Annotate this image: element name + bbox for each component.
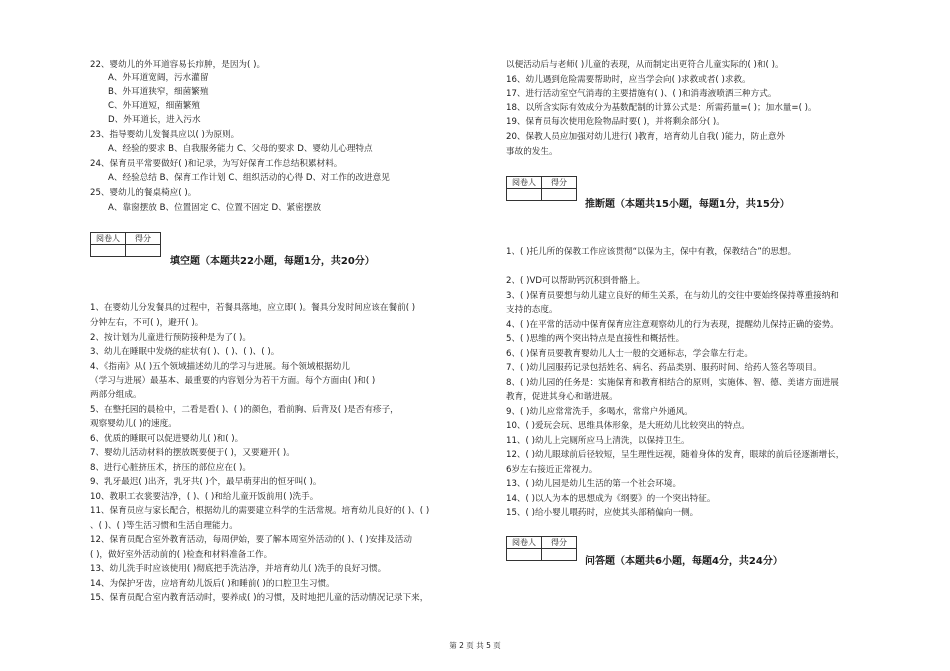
judgment-line: 4、( )在平常的活动中保育保育应注意观察幼儿的行为表现，提醒幼儿保持正确的姿势。 [506, 320, 839, 330]
judgment-line: 8、( )幼儿园的任务是：实施保育和教育相结合的原则，实施体、智、德、美诸方面进展 [506, 378, 839, 388]
fill-line: 2、按计划为儿童进行预防接种是为了( )。 [90, 333, 251, 343]
reviewer-cell [507, 549, 542, 561]
score-label: 得分 [542, 537, 577, 549]
fill-line: 3、幼儿在睡眠中发烧的症状有( )、( )、( )、( )。 [90, 347, 280, 357]
fill-line: （学习与进展）最基本、最重要的内容划分为若干方面。每个方面由( )和( ) [90, 376, 376, 386]
score-cell [542, 189, 577, 201]
reviewer-label: 阅卷人 [507, 537, 542, 549]
judgment-line: 10、( )爱玩会玩、思维具体形象，是大班幼儿比较突出的特点。 [506, 421, 750, 431]
fill-line: 分钟左右，不可( )，避开( )。 [90, 318, 204, 328]
score-label: 得分 [126, 233, 161, 245]
fill-line: 两部分组成。 [90, 390, 142, 400]
fill-line: ( )，做好室外活动前的( )检查和材料准备工作。 [90, 550, 273, 560]
fill-line: 9、乳牙最迟( )出齐，乳牙共( )个，最早萌芽出的恒牙叫( )。 [90, 477, 322, 487]
score-box [506, 536, 577, 561]
score-box [90, 232, 161, 257]
page-footer: 第 2 页 共 5 页 [449, 641, 501, 650]
judgment-line: 9、( )幼儿应常常洗手，多喝水，常常户外通风。 [506, 407, 693, 417]
judgment-line: 6、( )保育员要教育婴幼儿人士一般的交通标志，学会靠左行走。 [506, 349, 753, 359]
fill-line: 14、为保护牙齿，应培育幼儿饭后( )和睡前( )的口腔卫生习惯。 [90, 579, 335, 589]
judgment-section-title: 推断题（本题共15小题，每题1分，共15分） [585, 199, 790, 210]
score-cell [542, 549, 577, 561]
score-box [506, 176, 577, 201]
fill-line: 事故的发生。 [506, 147, 558, 157]
judgment-line: 13、( )幼儿园是幼儿生活的第一个社会环境。 [506, 479, 682, 489]
fill-line: 20、保教人员应加强对幼儿进行( )教育，培育幼儿自我( )能力，防止意外 [506, 132, 786, 142]
reviewer-label: 阅卷人 [507, 177, 542, 189]
judgment-line: 3、( )保育员要想与幼儿建立良好的师生关系，在与幼儿的交往中要始终保持尊重接纳和 [506, 291, 839, 301]
fill-line: 1、在婴幼儿分发餐具的过程中，若餐具落地，应立即( )。餐具分发时间应该在餐前( ) [90, 303, 416, 313]
judgment-line: 15、( )给小婴儿喂药时，应使其头部稍偏向一侧。 [506, 508, 699, 518]
question-22-stem: 22、婴幼儿的外耳道容易长疖肿，是因为( )。 [90, 60, 266, 70]
judgment-line: 14、( )以人为本的思想成为《纲要》的一个突出特征。 [506, 494, 716, 504]
fill-line: 11、保育员应与家长配合，根据幼儿的需要建立科学的生活常规。培育幼儿良好的( )、( ) [90, 506, 430, 516]
judgment-line: 5、( )思维的两个突出特点是直接性和概括性。 [506, 334, 685, 344]
question-22-option-d: D、外耳道长，进入污水 [108, 115, 201, 125]
judgment-line: 7、( )幼儿园服药记录包括姓名、病名、药品类别、服药时间、给药人签名等项目。 [506, 363, 822, 373]
fill-line: 6、优质的睡眠可以促进婴幼儿( )和( )。 [90, 434, 244, 444]
qa-section-title: 问答题（本题共6小题，每题4分，共24分） [585, 556, 783, 567]
judgment-line: 11、( )幼儿上完厕所应马上清洗，以保持卫生。 [506, 436, 690, 446]
judgment-line: 12、( )幼儿眼球前后径较短，呈生理性远视，随着身体的发育，眼球的前后径逐渐增长， [506, 450, 845, 460]
question-23-options: A、经验的要求 B、自我服务能力 C、父母的要求 D、婴幼儿心理特点 [108, 144, 373, 154]
question-24-stem: 24、保育员平常要做好( )和记录，为写好保育工作总结积累材料。 [90, 159, 343, 169]
fill-line: 18、以所含实际有效成分为基数配制的计算公式是：所需药量=( )；加水量=( )。 [506, 103, 817, 113]
score-cell [126, 245, 161, 257]
fill-line: 5、在整托园的晨检中，二看是看( )、( )的颜色，看前胸、后背及( )是否有疹子， [90, 405, 399, 415]
fill-line: 观察婴幼儿( )的速度。 [90, 419, 177, 429]
fill-line: 12、保育员配合室外教育活动，每周伊始，要了解本周室外活动的( )、( )安排及活动 [90, 535, 412, 545]
question-22-option-c: C、外耳道短，细菌繁殖 [108, 101, 200, 111]
judgment-line: 教育，促进其身心和谐进展。 [506, 392, 618, 402]
fill-line: 15、保育员配合室内教育活动时，要养成( )的习惯，及时地把儿童的活动情况记录下来， [90, 593, 429, 603]
question-24-options: A、经验总结 B、保育工作计划 C、组织活动的心得 D、对工作的改进意见 [108, 173, 390, 183]
judgment-line: 支持的态度。 [506, 305, 558, 315]
fill-line: 7、婴幼儿活动材料的摆放既要便于( )，又要避开( )。 [90, 448, 295, 458]
judgment-line: 2、( )VD可以帮助钙沉积到骨骼上。 [506, 276, 646, 286]
reviewer-label: 阅卷人 [91, 233, 126, 245]
fill-line: 19、保育员每次使用危险物品时要( )，并将剩余部分( )。 [506, 117, 725, 127]
fill-line: 10、教职工衣裳要洁净，( )、( )和给儿童开饭前用( )洗手。 [90, 492, 319, 502]
fill-line: 4、《指南》从( )五个领域描述幼儿的学习与进展。每个领域根据幼儿 [90, 362, 350, 372]
judgment-line: 6岁左右接近正常视力。 [506, 465, 598, 475]
question-25-stem: 25、婴幼儿的餐桌椅应( )。 [90, 188, 197, 198]
question-22-option-b: B、外耳道狭窄，细菌繁殖 [108, 87, 209, 97]
reviewer-cell [507, 189, 542, 201]
question-22-option-a: A、外耳道宽阔，污水灌留 [108, 73, 209, 83]
question-23-stem: 23、指导婴幼儿发餐具应以( )为原则。 [90, 130, 240, 140]
fill-line: 16、幼儿遇到危险需要帮助时，应当学会向( )求救或者( )求救。 [506, 75, 751, 85]
fill-blank-section-title: 填空题（本题共22小题，每题1分，共20分） [170, 256, 375, 267]
question-25-options: A、靠窗摆放 B、位置固定 C、位置不固定 D、紧密摆放 [108, 203, 322, 213]
reviewer-cell [91, 245, 126, 257]
fill-line: 13、幼儿洗手时应该使用( )彻底把手洗洁净，并培育幼儿( )洗手的良好习惯。 [90, 564, 387, 574]
fill-line: 17、进行活动室空气消毒的主要措施有( )、( )和消毒液喷洒三种方式。 [506, 89, 777, 99]
judgment-line: 1、( )托儿所的保教工作应该贯彻“以保为主，保中有教，保教结合”的思想。 [506, 247, 797, 257]
fill-line: 、( )、( )等生活习惯和生活自理能力。 [90, 521, 238, 531]
fill-line: 以便活动后与老师( )儿童的表现，从而制定出更符合儿童实际的( )和( )。 [506, 60, 784, 70]
score-label: 得分 [542, 177, 577, 189]
fill-line: 8、进行心脏挤压术，挤压的部位应在( )。 [90, 463, 251, 473]
